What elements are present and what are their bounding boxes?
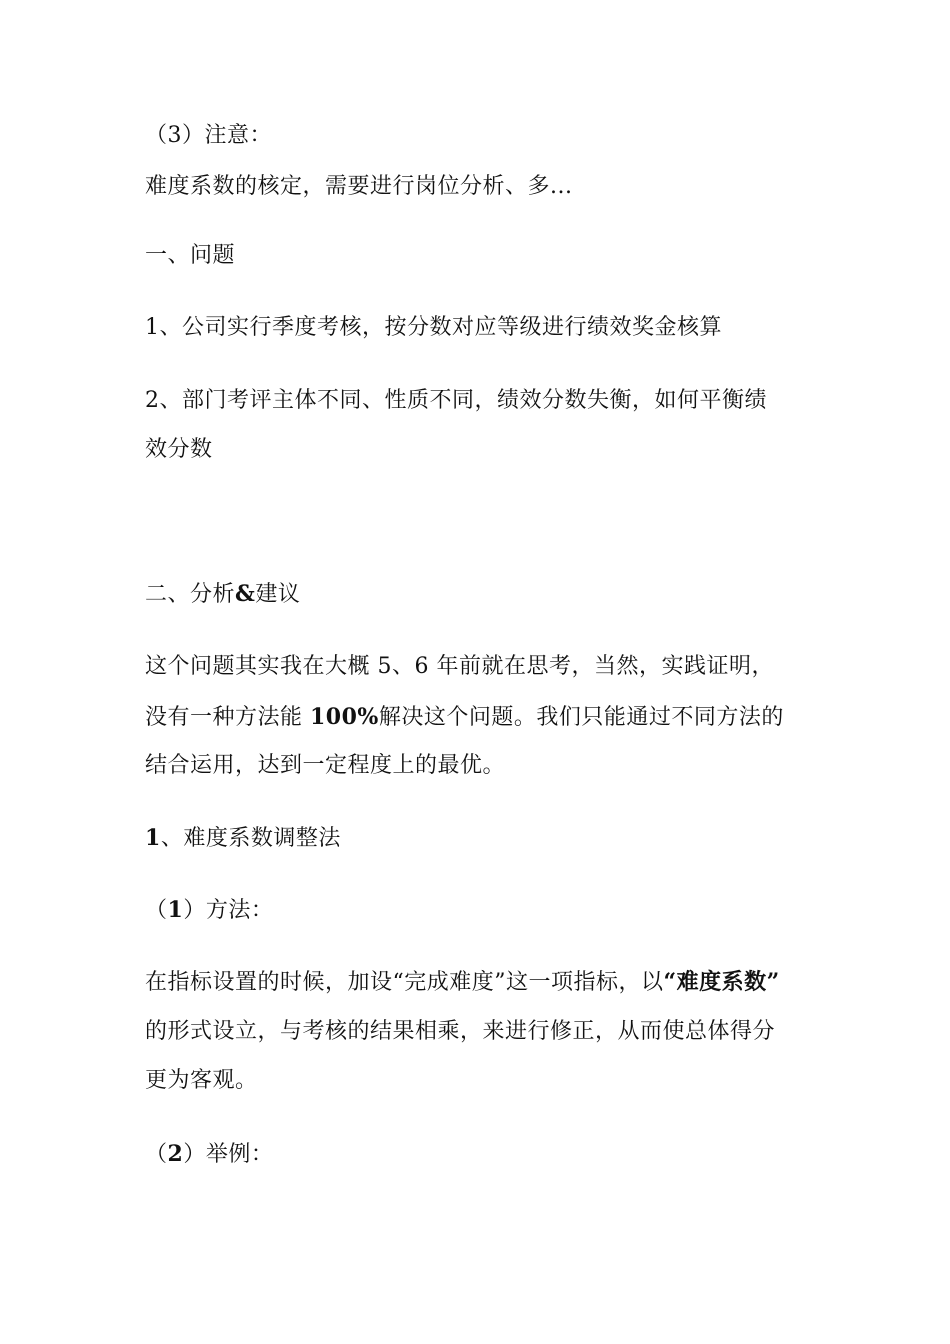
note-text [145,173,572,201]
para2-line1-part-a: 在指标设置的时候，加设“完成难度”这一项指标，以 [145,970,664,995]
section2-heading-ampersand: & [235,581,256,607]
sub2-heading [145,1140,273,1169]
sub2-open-paren: （ [145,1142,168,1167]
note-heading [145,122,272,150]
section2-heading-part-b: 建议 [255,582,301,607]
para2-line1-part-b: “难度系数” [663,969,780,995]
para1-line2-percent: 100% [310,704,379,730]
issue-2-line2 [145,436,213,464]
section1-heading [145,242,235,270]
method1-heading [145,824,341,853]
para1-line1 [145,653,774,681]
para2-line3 [145,1067,258,1095]
note-heading-text: （3）注意： [145,123,272,148]
method1-number: 1 [145,825,161,851]
method1-title: 、难度系数调整法 [160,826,341,851]
section2-heading [145,580,300,609]
para1-line3 [145,752,505,780]
issue-2-line1 [145,387,767,415]
section2-heading-part-a: 二、分析 [145,582,236,607]
para2-line1 [145,968,780,997]
sub2-number: 2 [167,1141,184,1167]
para1-line1-text: 这个问题其实我在大概 5、6 年前就在思考，当然，实践证明， [145,654,774,679]
sub2-text: ）举例： [183,1142,274,1167]
para2-line2 [145,1018,775,1046]
para2-line2-text: 的形式设立，与考核的结果相乘，来进行修正，从而使总体得分 [145,1019,776,1044]
sub1-number: 1 [167,897,184,923]
sub1-heading [145,896,273,925]
issue-1 [145,314,722,342]
note-text-content: 难度系数的核定，需要进行岗位分析、多... [145,174,573,199]
sub1-text: ）方法： [183,898,274,923]
para1-line2-part-b: 解决这个问题。我们只能通过不同方法的 [378,705,784,730]
para2-line3-text: 更为客观。 [145,1068,258,1093]
issue-1-text: 1、公司实行季度考核，按分数对应等级进行绩效奖金核算 [145,315,722,340]
para1-line2 [145,703,784,732]
para1-line2-part-a: 没有一种方法能 [145,705,310,730]
para1-line3-text: 结合运用，达到一定程度上的最优。 [145,753,506,778]
issue-2-line1-text: 2、部门考评主体不同、性质不同，绩效分数失衡，如何平衡绩 [145,388,767,413]
sub1-open-paren: （ [145,898,168,923]
issue-2-line2-text: 效分数 [145,437,213,462]
section1-heading-text: 一、问题 [145,243,236,268]
